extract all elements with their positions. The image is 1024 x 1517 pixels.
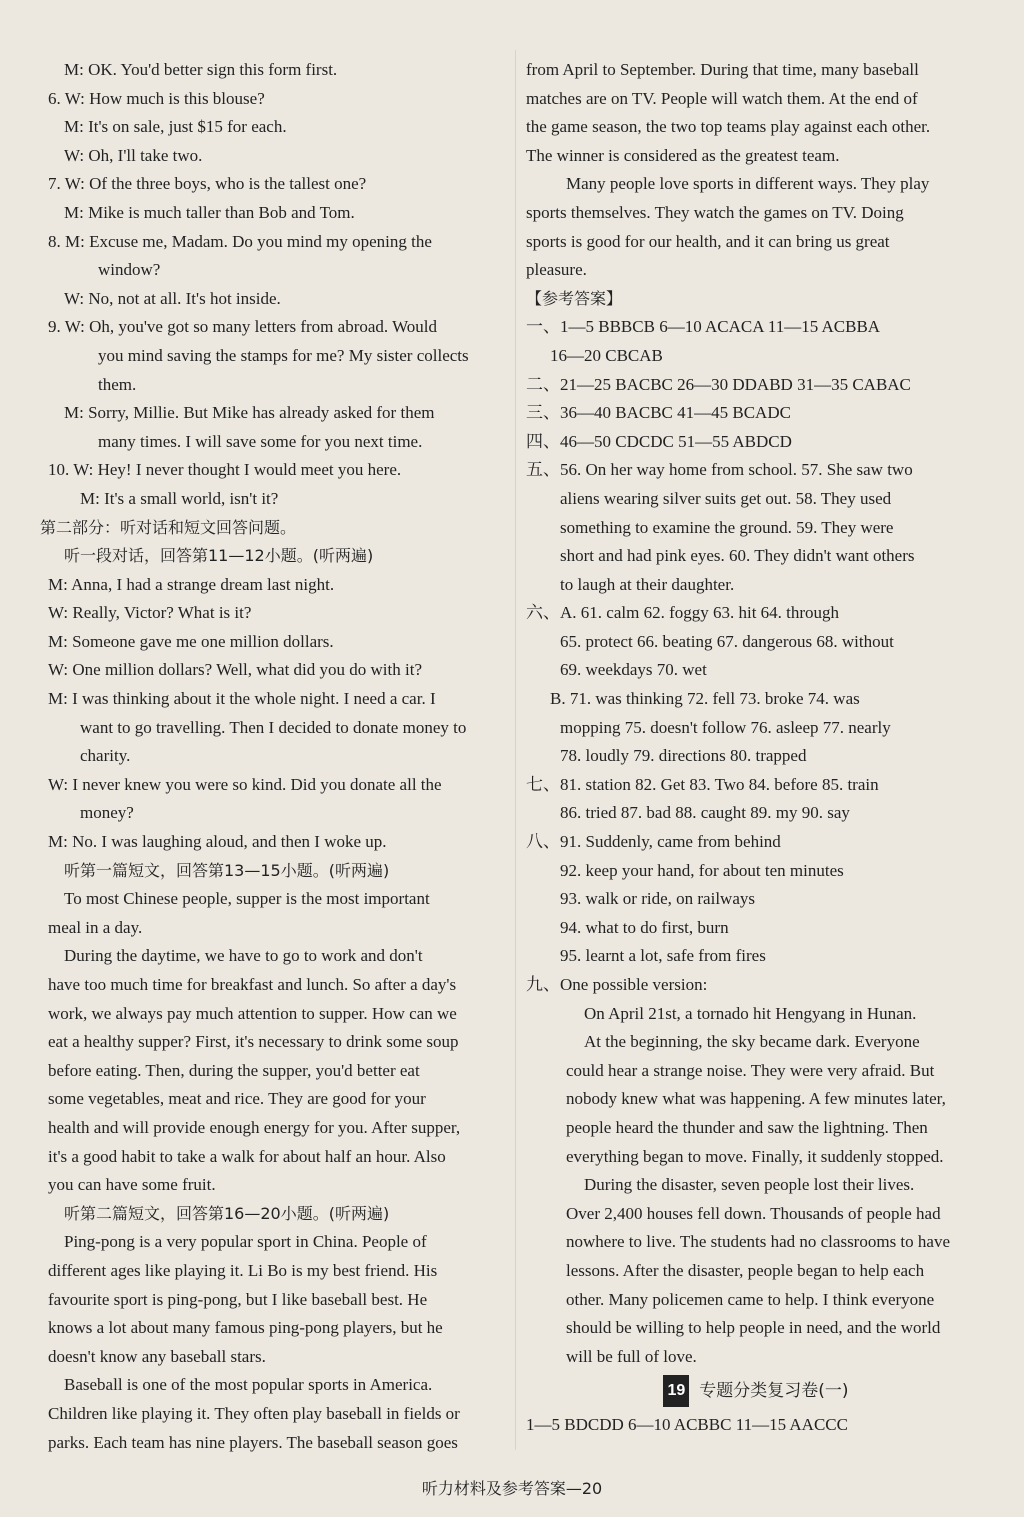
text-line: eat a healthy supper? First, it's necessary to drink some soup [48,1032,459,1052]
answer-line: During the disaster, seven people lost their lives. [584,1175,915,1195]
text-line: you mind saving the stamps for me? My sister collects [98,345,469,365]
answer-line: 一、1—5 BBBCB 6—10 ACACA 11—15 ACBBA [526,317,881,337]
text-line: some vegetables, meat and rice. They are good for your [48,1089,426,1109]
text-line: it's a good habit to take a walk for about half an hour. Also [48,1146,446,1166]
section-badge: 19 [663,1375,689,1407]
answer-line: other. Many policemen came to help. I think everyone [566,1289,935,1309]
text-line: 8. M: Excuse me, Madam. Do you mind my opening the [48,231,432,251]
answer-line: 四、46—50 CDCDC 51—55 ABDCD [526,431,792,451]
answer-line: At the beginning, the sky became dark. Everyone [584,1032,920,1052]
answer-line: 七、81. station 82. Get 83. Two 84. before 85. train [526,774,879,794]
section-title: 专题分类复习卷(一) [699,1381,849,1402]
answer-key [526,313,986,1371]
text-line: before eating. Then, during the supper, you'd better eat [48,1060,420,1080]
answer-line: 五、56. On her way home from school. 57. She saw two [526,460,913,480]
text-line: 9. W: Oh, you've got so many letters from abroad. Would [48,317,438,337]
answer-line: B. 71. was thinking 72. fell 73. broke 74. was [550,689,860,709]
answer-line: could hear a strange noise. They were very afraid. But [566,1060,935,1080]
text-line: W: I never knew you were so kind. Did you donate all the [48,774,442,794]
text-line: M: OK. You'd better sign this form first. [64,60,338,79]
page-footer: 听力材料及参考答案—20 [421,1479,603,1498]
text-line: W: One million dollars? Well, what did you do with it? [48,660,422,680]
answer-line: 94. what to do first, burn [560,917,729,937]
text-line: Ping-pong is a very popular sport in China. People of [64,1232,427,1252]
text-line: the game season, the two top teams play against each other. [526,117,931,137]
right-column [526,56,986,1440]
text-line: W: Really, Victor? What is it? [48,603,252,623]
text-line: you can have some fruit. [48,1175,216,1195]
text-line: Many people love sports in different ways. They play [566,174,930,194]
text-line: parks. Each team has nine players. The baseball season goes [48,1432,458,1452]
text-line: sports is good for our health, and it can bring us great [526,231,890,251]
text-line: W: No, not at all. It's hot inside. [64,288,281,308]
answer-line: should be willing to help people in need, and the world [566,1318,941,1338]
text-line: M: It's a small world, isn't it? [80,488,279,508]
text-line: 听第一篇短文，回答第13—15小题。(听两遍) [64,860,390,880]
text-line: 7. W: Of the three boys, who is the tallest one? [48,174,367,194]
answer-line: 92. keep your hand, for about ten minutes [560,860,844,880]
left-column [40,56,510,1457]
answer-line: 八、91. Suddenly, came from behind [526,832,781,852]
text-line: many times. I will save some for you next time. [98,431,423,451]
text-line: health and will provide enough energy for you. After supper, [48,1117,461,1137]
text-line: 10. W: Hey! I never thought I would meet you here. [48,460,402,480]
answer-line: 65. protect 66. beating 67. dangerous 68. without [560,631,894,651]
answer-line: will be full of love. [566,1346,697,1366]
text-line: Baseball is one of the most popular sports in America. [64,1375,433,1395]
final-answers: 1—5 BDCDD 6—10 ACBBC 11—15 AACCC [526,1415,848,1435]
answer-line: 69. weekdays 70. wet [560,660,707,680]
text-line: To most Chinese people, supper is the most important [64,889,430,909]
answer-line: nowhere to live. The students had no classrooms to have [566,1232,950,1252]
answer-line: nobody knew what was happening. A few minutes later, [566,1089,946,1109]
text-line: 【参考答案】 [526,288,623,308]
text-line: M: Anna, I had a strange dream last night. [48,574,335,594]
answer-line: 78. loudly 79. directions 80. trapped [560,746,807,766]
text-line: doesn't know any baseball stars. [48,1346,266,1366]
text-line: M: Mike is much taller than Bob and Tom. [64,202,355,222]
text-line: different ages like playing it. Li Bo is my best friend. His [48,1260,438,1280]
answer-line: 16—20 CBCAB [550,345,663,365]
right-top-text [526,56,986,313]
text-line: window? [98,260,161,280]
answer-line: mopping 75. doesn't follow 76. asleep 77. nearly [560,717,891,737]
column-divider [515,50,516,1450]
answer-line: something to examine the ground. 59. They were [560,517,894,537]
text-line: favourite sport is ping-pong, but I like baseball best. He [48,1289,428,1309]
answer-line: people heard the thunder and saw the lightning. Then [566,1117,928,1137]
answer-line: 二、21—25 BACBC 26—30 DDABD 31—35 CABAC [526,374,911,394]
text-line: M: Sorry, Millie. But Mike has already asked for them [64,403,435,423]
text-line: pleasure. [526,260,587,280]
text-line: W: Oh, I'll take two. [64,145,203,165]
text-line: The winner is considered as the greatest team. [526,145,840,165]
text-line: 第二部分：听对话和短文回答问题。 [40,517,297,537]
text-line: work, we always pay much attention to supper. How can we [48,1003,457,1023]
answer-line: 95. learnt a lot, safe from fires [560,946,766,966]
answer-line: 九、One possible version: [526,975,708,994]
text-line: sports themselves. They watch the games on TV. Doing [526,202,904,222]
answer-line: 六、A. 61. calm 62. foggy 63. hit 64. through [526,603,840,623]
text-line: matches are on TV. People will watch them. At the end of [526,88,918,108]
text-line: M: I was thinking about it the whole night. I need a car. I [48,689,436,709]
answer-line: 86. tried 87. bad 88. caught 89. my 90. say [560,803,850,823]
text-line: want to go travelling. Then I decided to donate money to [80,717,467,737]
answer-line: 93. walk or ride, on railways [560,889,755,909]
answer-line: aliens wearing silver suits get out. 58. They used [560,488,892,508]
text-line: charity. [80,746,131,766]
answer-line: to laugh at their daughter. [560,574,735,594]
text-line: money? [80,803,134,823]
answer-line: lessons. After the disaster, people began to help each [566,1260,925,1280]
text-line: 听一段对话，回答第11—12小题。(听两遍) [64,546,374,566]
text-line: them. [98,374,137,394]
section-heading [526,1375,986,1407]
text-line: M: It's on sale, just $15 for each. [64,117,287,137]
text-line: knows a lot about many famous ping-pong players, but he [48,1318,443,1338]
answer-line: everything began to move. Finally, it suddenly stopped. [566,1146,944,1166]
answer-line: On April 21st, a tornado hit Hengyang in Hunan. [584,1003,917,1023]
text-line: M: No. I was laughing aloud, and then I woke up. [48,832,387,852]
text-line: from April to September. During that time, many baseball [526,60,919,79]
text-line: 6. W: How much is this blouse? [48,88,265,108]
text-line: meal in a day. [48,917,143,937]
answer-line: short and had pink eyes. 60. They didn't want others [560,546,915,566]
answer-line: 三、36—40 BACBC 41—45 BCADC [526,403,791,423]
text-line: 听第二篇短文，回答第16—20小题。(听两遍) [64,1203,390,1223]
text-line: During the daytime, we have to go to work and don't [64,946,423,966]
text-line: Children like playing it. They often play baseball in fields or [48,1403,460,1423]
text-line: have too much time for breakfast and lunch. So after a day's [48,975,457,994]
text-line: M: Someone gave me one million dollars. [48,631,334,651]
answer-line: Over 2,400 houses fell down. Thousands of people had [566,1203,941,1223]
